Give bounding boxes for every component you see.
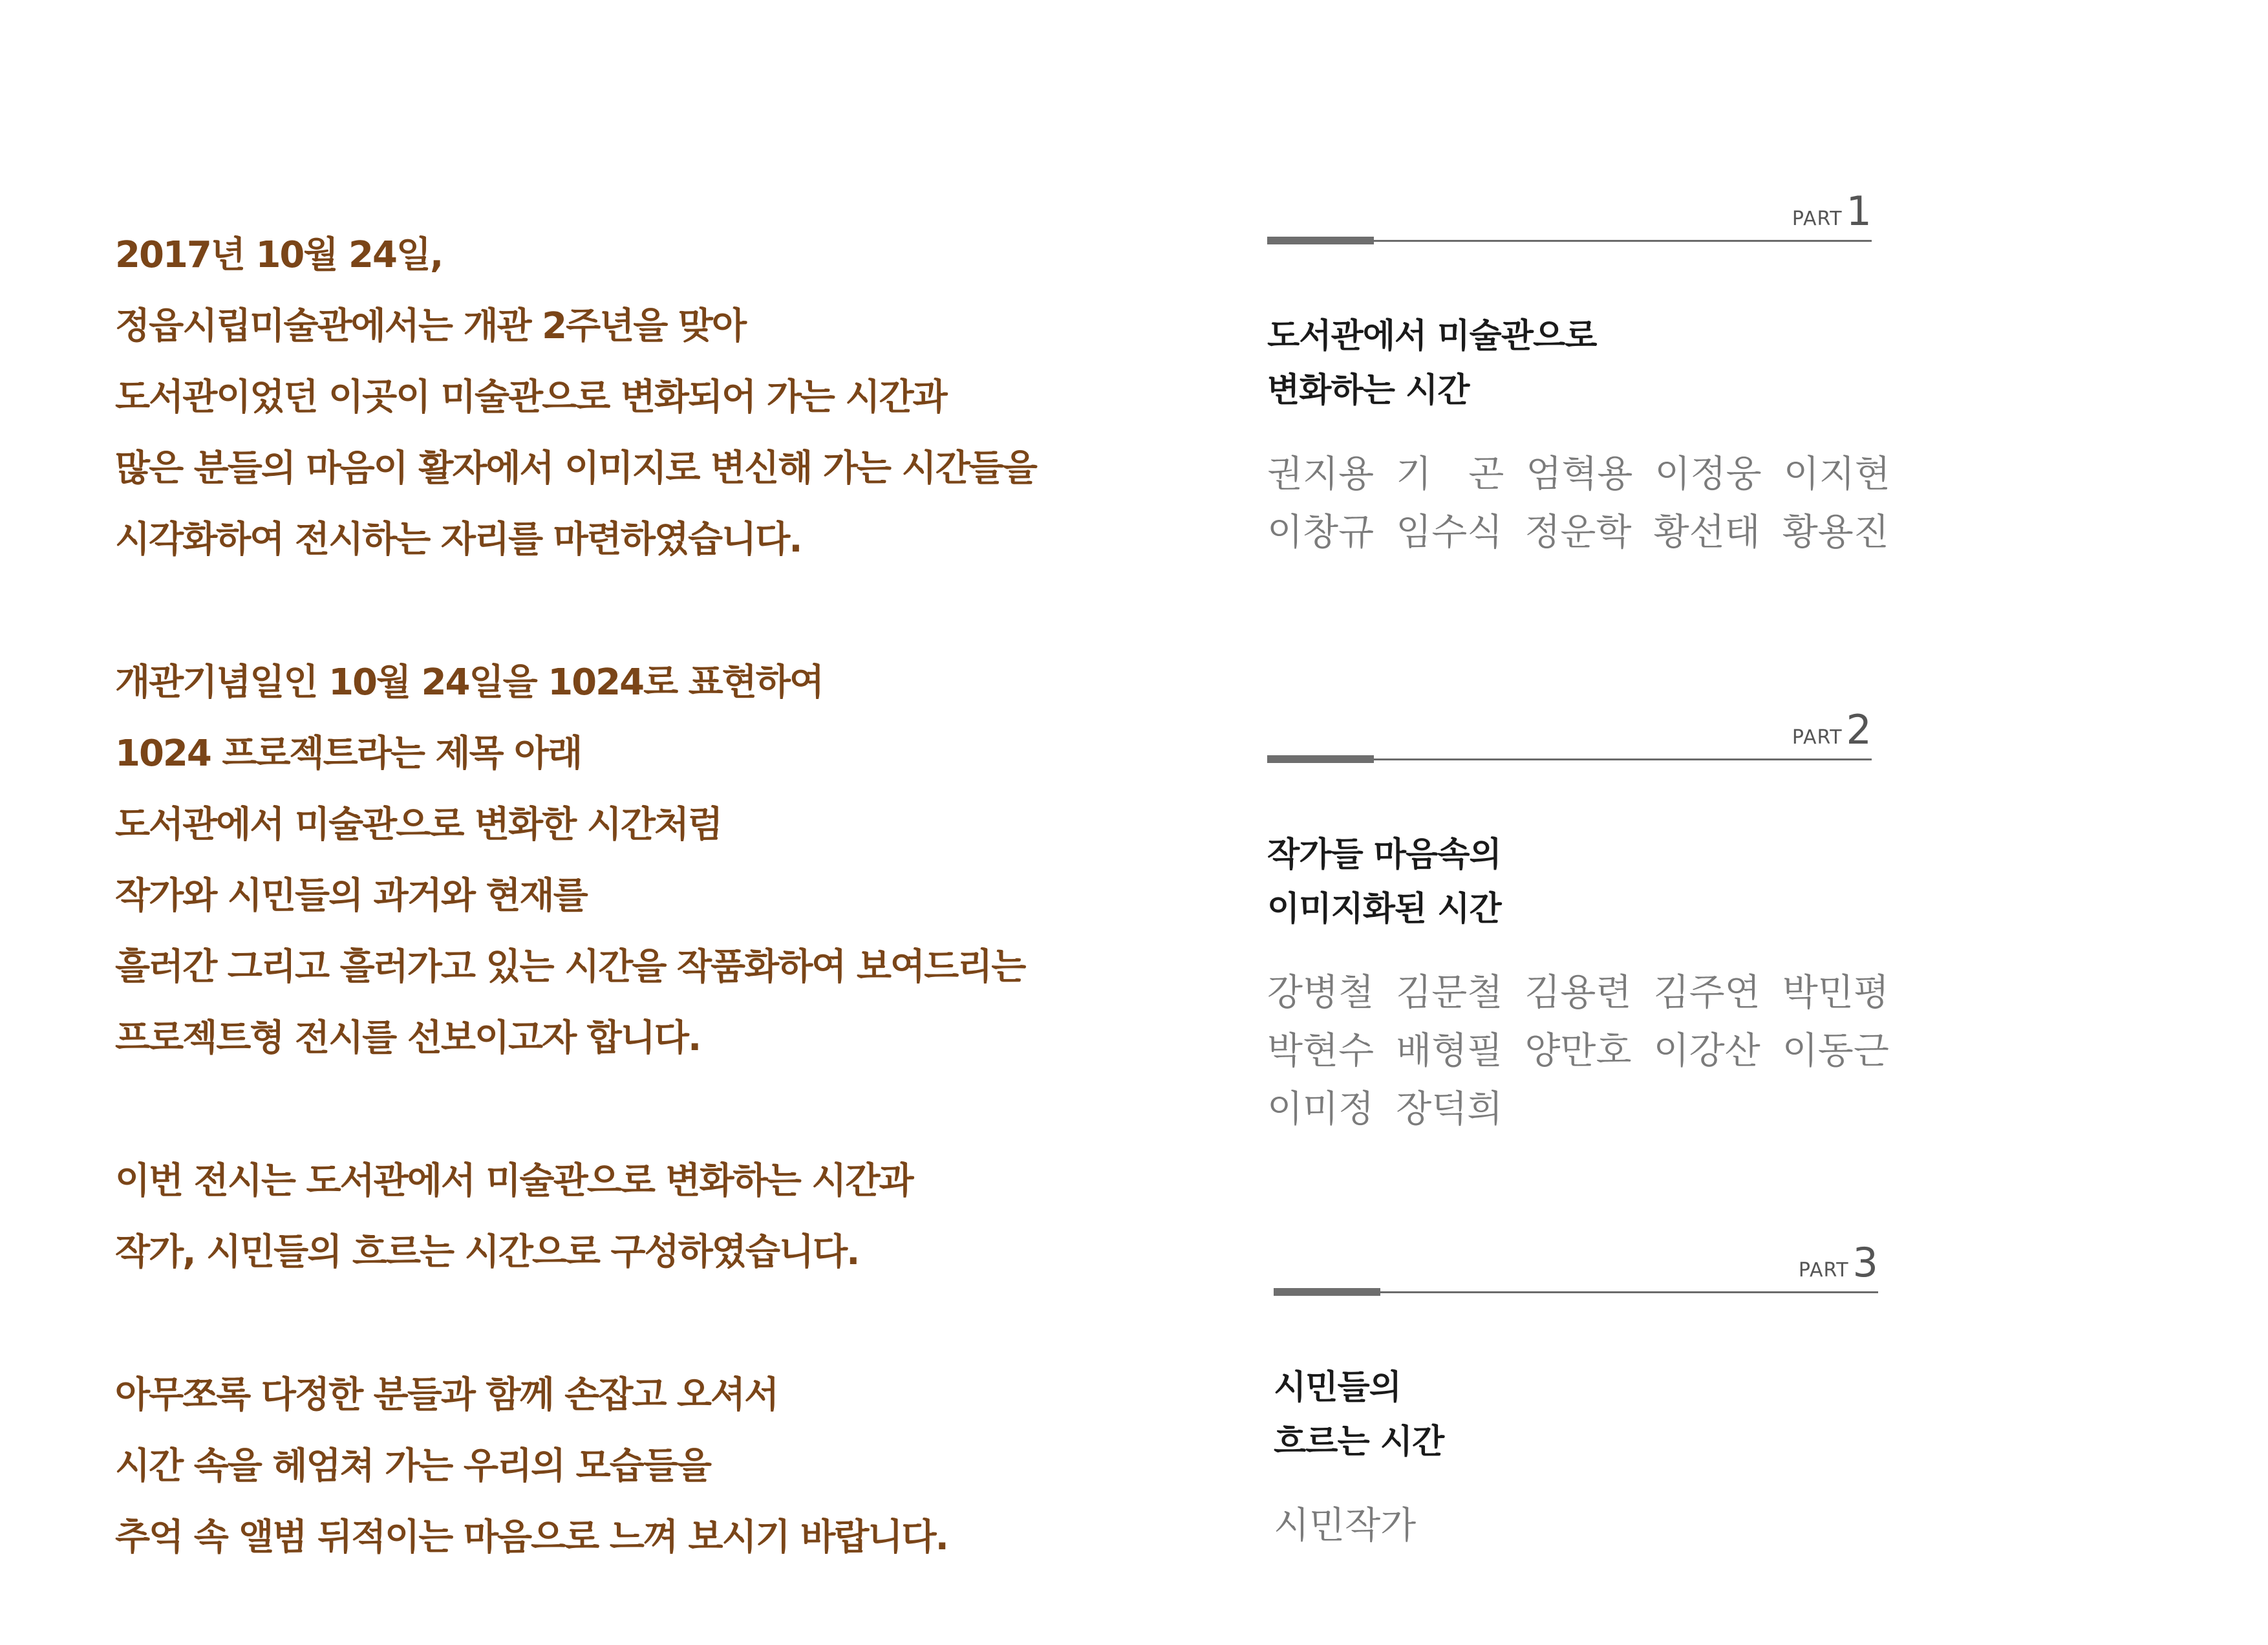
intro-line: 작가와 시민들의 과거와 현재를 — [115, 875, 587, 917]
part-label — [1792, 188, 1872, 235]
artist-row — [1267, 445, 1890, 503]
part-word: PART — [1792, 726, 1843, 749]
artist-name: 이지현 — [1783, 453, 1890, 495]
intro-paragraph — [115, 647, 1150, 1074]
intro-line: 개관기념일인 10월 24일을 1024로 표현하여 — [115, 661, 824, 704]
intro-line: 도서관이었던 이곳이 미술관으로 변화되어 가는 시간과 — [115, 376, 947, 418]
artist-name: 엄혁용 — [1526, 453, 1633, 495]
intro-paragraph — [115, 1146, 1150, 1288]
artist-row — [1267, 963, 1889, 1022]
artist-name: 이미정 — [1267, 1088, 1375, 1130]
intro-line: 이번 전시는 도서관에서 미술관으로 변화하는 시간과 — [115, 1160, 913, 1202]
intro-line: 도서관에서 미술관으로 변화한 시간처럼 — [115, 804, 722, 846]
artist-row — [1267, 1080, 1872, 1138]
intro-line: 2017년 10월 24일, — [115, 234, 443, 276]
intro-line: 작가, 시민들의 흐르는 시간으로 구성하였습니다. — [115, 1231, 859, 1273]
intro-line: 많은 분들의 마음이 활자에서 이미지로 변신해 가는 시간들을 — [115, 447, 1036, 489]
part-1-section — [1267, 188, 1890, 561]
part-title — [1274, 1360, 1878, 1469]
intro-line: 아무쪼록 다정한 분들과 함께 손잡고 오셔서 — [115, 1374, 778, 1416]
artist-name: 이동근 — [1782, 1029, 1889, 1072]
artist-name: 기 곤 — [1396, 453, 1504, 495]
artist-name: 정운학 — [1524, 511, 1632, 554]
part-title-line: 이미지화된 시간 — [1267, 890, 1501, 929]
artist-row — [1267, 1022, 1889, 1080]
artist-list — [1267, 445, 1890, 561]
part-number: 2 — [1846, 706, 1872, 753]
artist-name: 강병철 — [1267, 971, 1375, 1014]
artist-list — [1267, 963, 1889, 1138]
divider-accent — [1267, 755, 1374, 763]
intro-line: 1024 프로젝트라는 제목 아래 — [115, 733, 582, 775]
part-title-line: 시민들의 — [1274, 1368, 1401, 1407]
part-title-line: 작가들 마음속의 — [1267, 835, 1501, 874]
part-title-line: 변화하는 시간 — [1267, 371, 1470, 410]
artist-name: 김용련 — [1524, 971, 1632, 1014]
part-word: PART — [1792, 208, 1843, 230]
artist-name: 김문철 — [1396, 971, 1503, 1014]
intro-paragraph — [115, 220, 1150, 575]
intro-line: 시간 속을 헤엄쳐 가는 우리의 모습들을 — [115, 1445, 711, 1487]
artist-name: 권지용 — [1267, 453, 1375, 495]
part-word: PART — [1798, 1259, 1849, 1282]
artist-name: 임수식 — [1396, 511, 1503, 554]
artist-name: 양만호 — [1524, 1029, 1632, 1072]
divider-accent — [1274, 1288, 1380, 1296]
artist-name: 황용진 — [1782, 511, 1889, 554]
artist-name: 박민평 — [1782, 971, 1889, 1014]
artist-name: 이강산 — [1653, 1029, 1760, 1072]
part-title — [1267, 828, 1872, 936]
part-number: 1 — [1846, 188, 1872, 235]
part-title — [1267, 309, 1872, 418]
part-3-section — [1274, 1239, 1878, 1554]
part-header — [1267, 188, 1872, 246]
part-2-section — [1267, 706, 1889, 1138]
artist-name: 시민작가 — [1274, 1504, 1417, 1547]
part-label — [1792, 706, 1872, 753]
artist-name: 배형필 — [1396, 1029, 1503, 1072]
part-title-line: 도서관에서 미술관으로 — [1267, 317, 1597, 356]
intro-text — [115, 220, 1150, 1645]
part-header — [1274, 1239, 1878, 1297]
artist-name: 황선태 — [1653, 511, 1760, 554]
part-number: 3 — [1852, 1239, 1878, 1286]
intro-line: 추억 속 앨범 뒤적이는 마음으로 느껴 보시기 바랍니다. — [115, 1516, 948, 1558]
intro-line: 프로젝트형 전시를 선보이고자 합니다. — [115, 1017, 701, 1059]
intro-line: 시각화하여 전시하는 자리를 마련하였습니다. — [115, 519, 802, 561]
artist-list — [1274, 1496, 1878, 1554]
artist-name: 장덕희 — [1396, 1088, 1503, 1130]
artist-name: 이정웅 — [1654, 453, 1762, 495]
artist-row — [1267, 503, 1889, 561]
intro-line: 정읍시립미술관에서는 개관 2주년을 맞아 — [115, 305, 746, 347]
artist-row — [1274, 1496, 1878, 1554]
intro-line: 흘러간 그리고 흘러가고 있는 시간을 작품화하여 보여드리는 — [115, 946, 1025, 988]
part-header — [1267, 706, 1872, 764]
divider-accent — [1267, 237, 1374, 244]
artist-name: 김주연 — [1653, 971, 1760, 1014]
part-label — [1798, 1239, 1878, 1286]
artist-name: 박현수 — [1267, 1029, 1375, 1072]
artist-name: 이창규 — [1267, 511, 1375, 554]
part-title-line: 흐르는 시간 — [1274, 1423, 1444, 1461]
intro-paragraph — [115, 1360, 1150, 1573]
